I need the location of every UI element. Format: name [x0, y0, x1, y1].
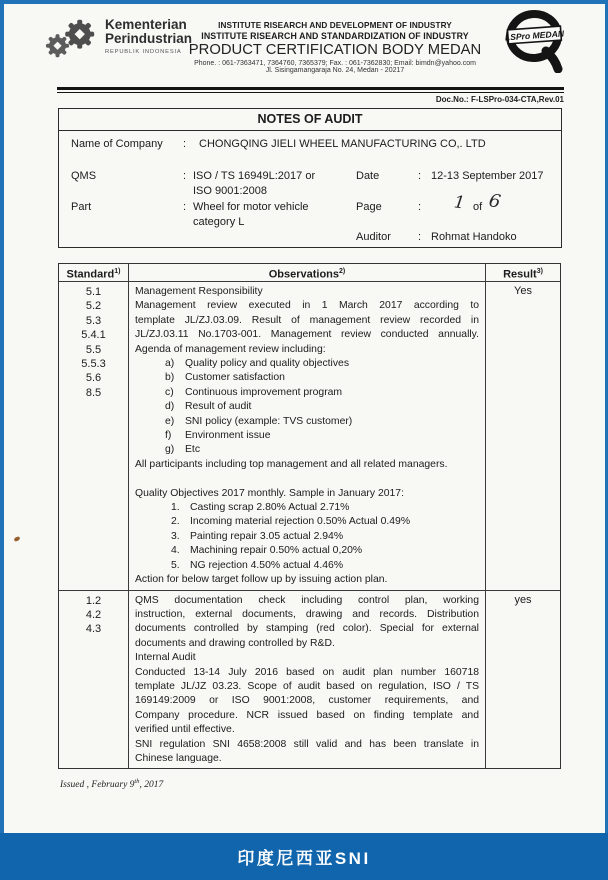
quality-objectives-title: Quality Objectives 2017 monthly. Sample in January 2017:	[135, 487, 404, 499]
date-label: Date	[356, 170, 380, 182]
observations-row1: Management Responsibility Management review executed in 1 March 2017 according to template JL/ZJ.03.09. Result of management review recorded in JL/ZJ.03.11 No.1703-001. Management review conducted annually. Agenda of management review including: a) Quality policy and quality objectives b) Customer satisfaction c) Continuous improvement program d) Result of audit e) SNI policy (example: TVS customer) f) Environment issue g) Etc All participants including top management and all related managers. Quality Objectives 2017 monthly. Sample in January 2017: 1. Casting scrap 2.80% Actual 2.71% 2. Incoming material rejection 0.50% Actual 0.49% 3. Painting repair 3.05 actual 2.94% 4. Machining repair 0.50% actual 0,20% 5. NG rejection 4.50% actual 4.46% Action for below target follow up by issuing action plan.	[129, 282, 486, 591]
part-value-line1: Wheel for motor vehicle	[193, 201, 309, 213]
header-rule-thin	[57, 92, 564, 93]
colon: :	[418, 201, 422, 213]
qms-label: QMS	[71, 170, 97, 182]
column-header-standard: Standard$^{1)}$	[59, 264, 129, 282]
list-item: 4. Machining repair 0.50% actual 0,20%	[171, 545, 363, 557]
colon: :	[183, 201, 187, 213]
document-number: Doc.No.: F-LSPro-034-CTA,Rev.01	[435, 95, 564, 104]
company-value: CHONGQING JIELI WHEEL MANUFACTURING CO,. LTD	[199, 138, 486, 150]
column-header-observations: Observations$^{2)}$	[129, 264, 486, 282]
form-title: NOTES OF AUDIT	[59, 109, 561, 131]
list-item: c) Continuous improvement program	[165, 386, 343, 398]
part-label: Part	[71, 201, 92, 213]
colon: :	[418, 170, 422, 182]
list-item: f) Environment issue	[165, 430, 271, 442]
phone-line: Phone. : 061-7363471, 7364760, 7365379; Fax. : 061-7362830; Email: bimdn@yahoo.com	[194, 60, 476, 67]
header-rule-thick	[57, 87, 564, 90]
list-item: d) Result of audit	[165, 401, 252, 413]
colon: :	[183, 170, 187, 182]
ministry-logo	[44, 15, 192, 63]
page-border-left	[0, 0, 4, 834]
bottom-banner	[0, 833, 608, 880]
internal-audit-title: Internal Audit	[135, 652, 196, 664]
colon: :	[418, 231, 422, 243]
observations-footnote-ref: 2)	[339, 268, 346, 275]
issued-date-line: Issued , February 9th, 2017	[60, 778, 164, 791]
page-current-handwritten: 1	[452, 192, 467, 214]
institute-line1: INSTITUTE RISEARCH AND DEVELOPMENT OF INDUSTRY	[218, 21, 452, 30]
observations-row2: QMS documentation check including control plan, working instruction, external documents, drawing and records. Distribution documents controlled by stamping (red color). Special for external documents and drawing controlled by R&D. Internal Audit Conducted 13-14 July 2016 based on audit plan number 160718 template JL/JZ 03.23. Scope of audit based on regulation, ISO / TS 169149:2009 or ISO 9001:2008, customer requirements, and Company procedure. NCR issued based on finding template and verified until effective. SNI regulation SNI 4658:2008 still valid and has been translate in Chinese language.	[129, 591, 486, 769]
list-item: g) Etc	[165, 444, 201, 456]
date-value: 12-13 September 2017	[431, 170, 544, 182]
standard-footnote-ref: 1)	[114, 268, 121, 275]
obs-title: Management Responsibility	[135, 286, 263, 297]
page-total-handwritten: 6	[487, 190, 503, 213]
list-item: e) SNI policy (example: TVS customer)	[165, 415, 353, 427]
lspro-q-icon	[501, 7, 571, 73]
ordinal-suffix: th	[134, 778, 140, 785]
qms-value-line2: ISO 9001:2008	[193, 185, 268, 197]
banner-text: 印度尼西亚SNI	[237, 849, 371, 868]
company-label: Name of Company	[71, 138, 163, 150]
action-line: Action for below target follow up by issuing action plan.	[135, 574, 388, 586]
result-footnote-ref: 3)	[536, 268, 543, 275]
participants-line: All participants including top management and all related managers.	[135, 458, 448, 470]
page-label: Page	[356, 201, 382, 213]
list-item: 3. Painting repair 3.05 actual 2.94%	[171, 530, 344, 542]
list-item: 5. NG rejection 4.50% actual 4.46%	[171, 559, 344, 571]
gears-icon	[44, 15, 100, 63]
ministry-line1: Kementerian	[105, 17, 187, 33]
institute-line2: INSTITUTE RISEARCH AND STANDARDIZATION OF INDUSTRY	[201, 31, 469, 41]
letterhead	[172, 21, 498, 74]
auditor-label: Auditor	[356, 231, 391, 243]
list-item: a) Quality policy and quality objectives	[165, 358, 350, 370]
lspro-medan-logo	[501, 7, 571, 78]
page-of-word: of	[473, 201, 483, 213]
scan-stain-speck	[14, 536, 21, 542]
audit-observations-table	[58, 263, 561, 769]
result-row2: yes	[514, 593, 532, 606]
lspro-logo-text: LSPro MEDAN	[504, 28, 565, 43]
certification-body-name: PRODUCT CERTIFICATION BODY MEDAN	[188, 42, 482, 58]
list-item: 1. Casting scrap 2.80% Actual 2.71%	[171, 502, 350, 514]
colon: :	[183, 138, 187, 150]
ministry-line2: Perindustrian	[105, 30, 193, 46]
address-line: Jl. Sisingamangaraja No. 24, Medan - 20217	[265, 67, 405, 74]
list-item: 2. Incoming material rejection 0.50% Actual 0.49%	[171, 516, 411, 528]
part-value-line2: category L	[193, 216, 245, 228]
ministry-line3: REPUBLIK INDONESIA	[105, 49, 182, 56]
list-item: b) Customer satisfaction	[165, 372, 285, 384]
blank-line	[135, 472, 479, 486]
qms-value-line1: ISO / TS 16949L:2017 or	[193, 170, 316, 182]
standard-clauses-row1: 5.1 5.2 5.3 5.4.1 5.5 5.5.3 5.6 8.5	[59, 282, 129, 591]
result-row1: Yes	[486, 282, 560, 591]
standard-clauses-row2: 1.2 4.2 4.3	[59, 591, 129, 769]
column-header-result: Result$^{3)}$	[486, 264, 560, 282]
page-border-top	[0, 0, 608, 4]
auditor-value: Rohmat Handoko	[431, 231, 517, 243]
audit-form-box	[58, 108, 562, 248]
